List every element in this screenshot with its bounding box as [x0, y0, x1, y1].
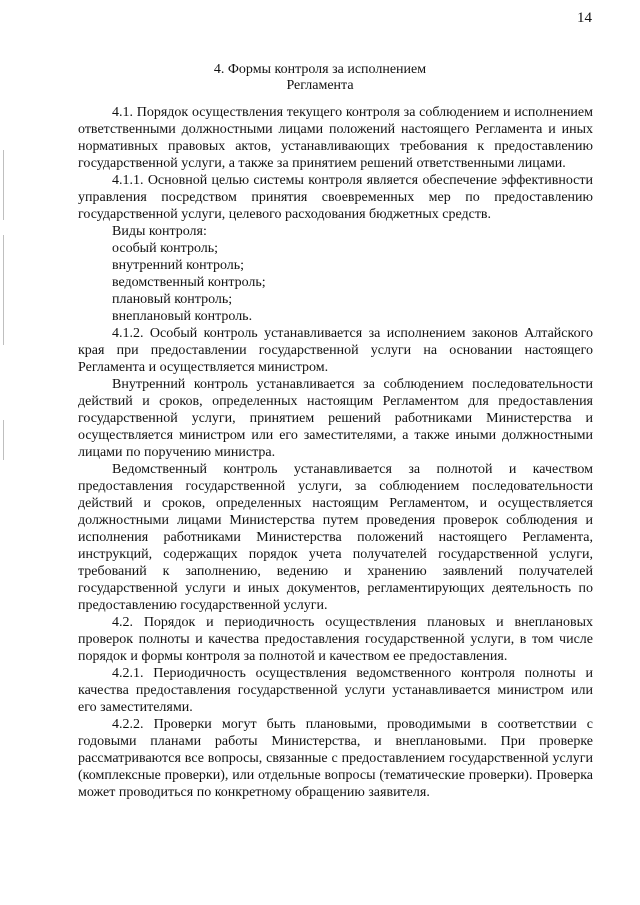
section-heading-line-1: 4. Формы контроля за исполнением — [213, 62, 427, 77]
control-type-item: особый контроль; — [112, 241, 219, 256]
document-body — [78, 104, 593, 801]
paragraph-4-1-1: 4.1.1. Основной целью системы контроля является обеспечение эффективности управления посредством принятия своевременных мер по предоставлению государственной услуги, целевого расходования бюджетных средств. — [78, 173, 593, 222]
scan-edge-mark — [3, 235, 4, 345]
page-number: 14 — [577, 10, 592, 26]
section-heading — [0, 62, 640, 94]
scan-edge-mark — [3, 420, 4, 460]
paragraph-departmental-control: Ведомственный контроль устанавливается за полнотой и качеством предоставления государственной услуги, за соблюдением последовательности действий и сроков, определенных настоящим Регламентом, и осуществляется должностными лицами Министерства путем проведения проверок соблюдения и исполнения работниками Министерства положений настоящего Регламента, инструкций, содержащих порядок учета получателей государственной услуги, требований к заполнению, ведению и хранению заявлений получателей государственной услуги и иных документов, регламентирующих деятельность по предоставлению государственной услуги. — [78, 462, 593, 613]
paragraph-4-2-2: 4.2.2. Проверки могут быть плановыми, проводимыми в соответствии с годовыми планами работы Министерства, и внеплановыми. При проверке рассматриваются все вопросы, связанные с предоставлением государственной услуги (комплексные проверки), или отдельные вопросы (тематические проверки). Проверка может проводиться по конкретному обращению заявителя. — [78, 717, 593, 800]
control-type-item: плановый контроль; — [112, 292, 233, 307]
paragraph-4-2-1: 4.2.1. Периодичность осуществления ведомственного контроля полноты и качества предоставления государственной услуги устанавливается министром или его заместителями. — [78, 666, 593, 715]
control-types-label: Виды контроля: — [112, 224, 207, 239]
control-type-item: ведомственный контроль; — [112, 275, 266, 290]
paragraph-4-1: 4.1. Порядок осуществления текущего контроля за соблюдением и исполнением ответственными должностными лицами положений настоящего Регламента и иных нормативных правовых актов, устанавливающих требования к предоставлению государственной услуги, а также за принятием решений ответственными лицами. — [78, 105, 593, 171]
paragraph-internal-control: Внутренний контроль устанавливается за соблюдением последовательности действий и сроков, определенных настоящим Регламентом для предоставления государственной услуги, принятием решений работниками Министерства и осуществляется министром или его заместителями, а также иными должностными лицами по поручению министра. — [78, 377, 593, 460]
paragraph-4-2: 4.2. Порядок и периодичность осуществления плановых и внеплановых проверок полноты и качества предоставления государственной услуги, в том числе порядок и формы контроля за полнотой и качеством ее предоставления. — [78, 615, 593, 664]
section-heading-line-2: Регламента — [286, 78, 354, 93]
control-type-item: внутренний контроль; — [112, 258, 245, 273]
paragraph-4-1-2: 4.1.2. Особый контроль устанавливается за исполнением законов Алтайского края при предоставлении государственной услуги на основании настоящего Регламента и осуществляется министром. — [78, 326, 593, 375]
scan-edge-mark — [3, 150, 4, 220]
control-type-item: внеплановый контроль. — [112, 309, 253, 324]
